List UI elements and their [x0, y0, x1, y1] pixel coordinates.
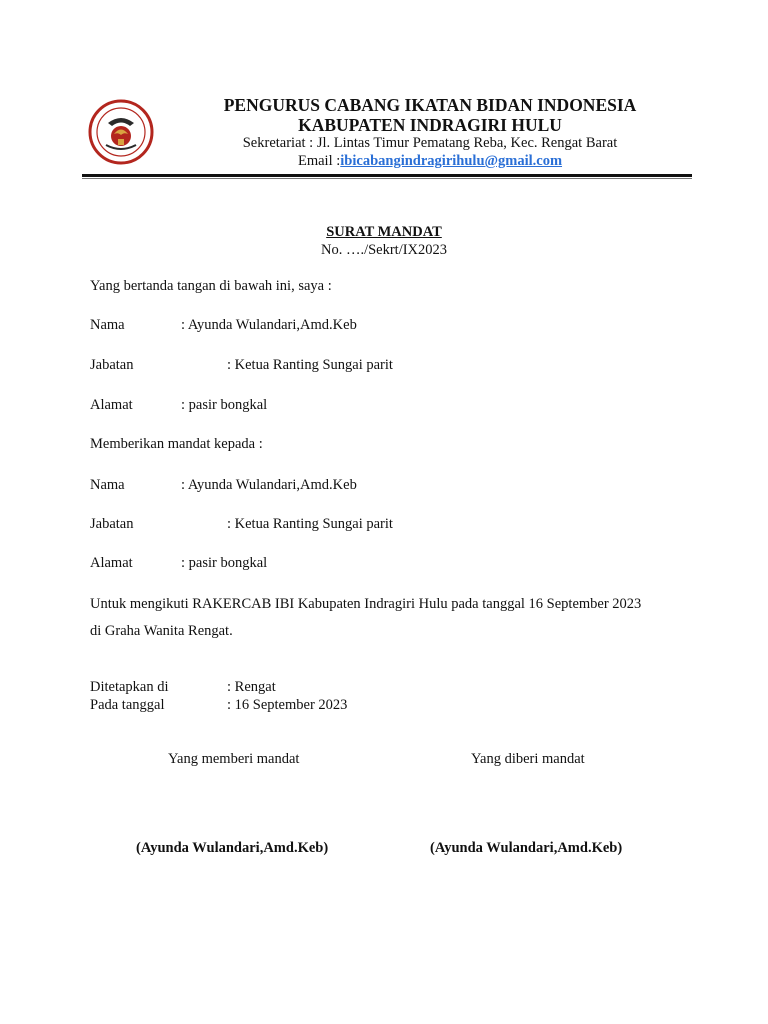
purpose-line2: di Graha Wanita Rengat.	[90, 623, 233, 639]
email-prefix: Email :	[297, 153, 341, 169]
grantee-name-label: Nama	[90, 477, 125, 493]
org-name-line1: PENGURUS CABANG IKATAN BIDAN INDONESIA	[223, 95, 637, 115]
grantor-name-label: Nama	[90, 317, 125, 333]
letter-number: No. …./Sekrt/IX2023	[320, 242, 448, 258]
grantee-address-value: : pasir bongkal	[181, 555, 268, 571]
grantor-address-value: : pasir bongkal	[181, 397, 268, 413]
left-signatory-name: (Ayunda Wulandari,Amd.Keb)	[136, 840, 329, 856]
secretariat-address: Sekretariat : Jl. Lintas Timur Pematang Reba, Kec. Rengat Barat	[242, 135, 618, 151]
grant-intro-text: Memberikan mandat kepada :	[90, 436, 263, 452]
grantor-name-value: : Ayunda Wulandari,Amd.Keb	[181, 317, 357, 333]
grantee-name-value: : Ayunda Wulandari,Amd.Keb	[181, 477, 357, 493]
purpose-line1: Untuk mengikuti RAKERCAB IBI Kabupaten Indragiri Hulu pada tanggal 16 September 2023	[90, 596, 642, 612]
right-signature-caption: Yang diberi mandat	[471, 751, 585, 767]
letterhead-divider-thin	[82, 178, 692, 179]
grantor-position-label: Jabatan	[90, 357, 134, 373]
email-link[interactable]: ibicabangindragirihulu@gmail.com	[340, 153, 563, 169]
email-line	[0, 153, 768, 170]
letter-title: SURAT MANDAT	[326, 224, 442, 240]
grantor-position-value: : Ketua Ranting Sungai parit	[227, 357, 393, 373]
grantee-position-value: : Ketua Ranting Sungai parit	[227, 516, 393, 532]
left-signature-caption: Yang memberi mandat	[168, 751, 300, 767]
place-value: : Rengat	[227, 679, 276, 695]
letterhead-divider	[82, 174, 692, 177]
grantor-address-label: Alamat	[90, 397, 133, 413]
place-label: Ditetapkan di	[90, 679, 169, 695]
right-signatory-name: (Ayunda Wulandari,Amd.Keb)	[430, 840, 623, 856]
grantee-position-label: Jabatan	[90, 516, 134, 532]
grantee-address-label: Alamat	[90, 555, 133, 571]
org-name-line2: KABUPATEN INDRAGIRI HULU	[298, 115, 562, 135]
date-label: Pada tanggal	[90, 697, 165, 713]
intro-text: Yang bertanda tangan di bawah ini, saya :	[90, 278, 332, 294]
date-value: : 16 September 2023	[227, 697, 348, 713]
